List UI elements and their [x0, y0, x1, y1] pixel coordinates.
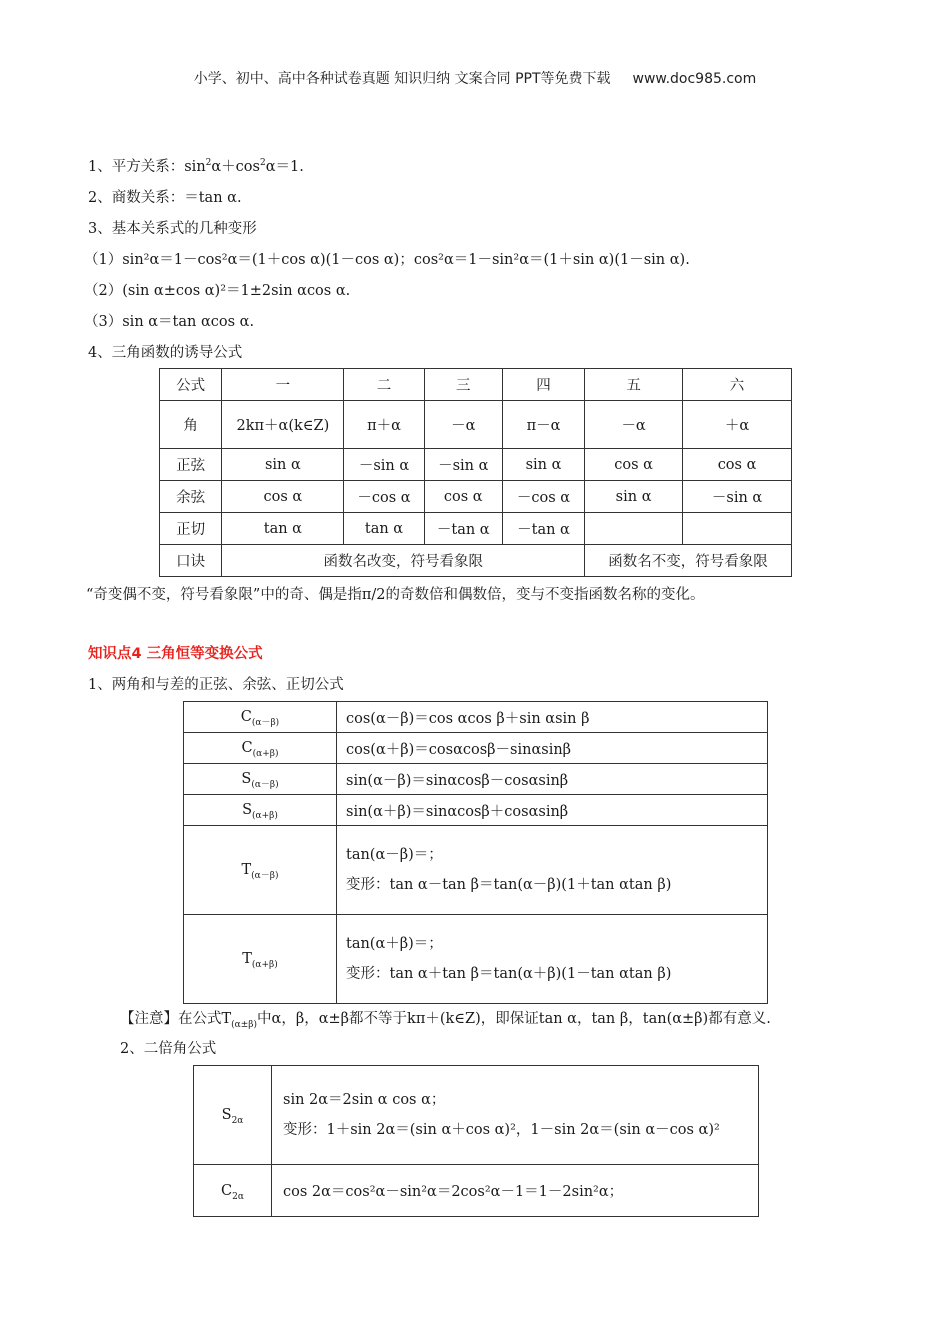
variant-1: （1）sin²α＝1－cos²α＝(1＋cos α)(1－cos α)；cos²α＝1－sin²α＝(1＋sin α)(1－sin α). [84, 252, 690, 268]
table-row [184, 733, 768, 764]
table-row [194, 1165, 759, 1217]
table-cell: cos α [683, 449, 792, 481]
formula-label: $C_{2\alpha}$ [194, 1165, 272, 1217]
header-cell: 六 [683, 369, 792, 401]
formula-label: $S_{(\alpha+\beta)}$ [184, 795, 337, 826]
angle-cell: －α [585, 401, 683, 449]
section-title: 知识点4 三角恒等变换公式 [88, 646, 263, 662]
table-row [194, 1066, 759, 1165]
page-header [0, 68, 950, 88]
table-row [184, 702, 768, 733]
angle-row [160, 401, 792, 449]
row-label: 角 [160, 401, 222, 449]
sum-diff-heading: 1、两角和与差的正弦、余弦、正切公式 [88, 677, 344, 693]
angle-cell: －α [424, 401, 502, 449]
formula-label: $S_{2\alpha}$ [194, 1066, 272, 1165]
formula-label: $C_{(\alpha+\beta)}$ [184, 733, 337, 764]
angle-cell: 2kπ＋α(k∈Z) [222, 401, 344, 449]
formula-label: $T_{(\alpha-\beta)}$ [184, 826, 337, 915]
quotient-relation: 2、商数关系：＝tan α. [88, 190, 242, 206]
mnemonic-b: 函数名不变，符号看象限 [585, 545, 792, 577]
formula-value: sin(α＋β)＝sinαcosβ＋cosαsinβ [337, 795, 768, 826]
angle-cell: π－α [502, 401, 584, 449]
formula-value: tan(α＋β)＝； 变形：tan α＋tan β＝tan(α＋β)(1－tan αtan β) [337, 915, 768, 1004]
row-label: 余弦 [160, 481, 222, 513]
table-row [184, 915, 768, 1004]
formula-value: cos(α－β)＝cos αcos β＋sin αsin β [337, 702, 768, 733]
table-cell: －sin α [683, 481, 792, 513]
angle-cell: ＋α [683, 401, 792, 449]
mnemonic-a: 函数名改变，符号看象限 [222, 545, 585, 577]
induction-heading: 4、三角函数的诱导公式 [88, 345, 243, 361]
table-cell: cos α [222, 481, 344, 513]
square-relation: 1、平方关系：$\sin^2\alpha+\cos^2\alpha=1$. [88, 158, 304, 175]
formula-value: cos(α＋β)＝cosαcosβ－sinαsinβ [337, 733, 768, 764]
table-cell: tan α [222, 513, 344, 545]
table-cell: －cos α [344, 481, 424, 513]
table-row [184, 826, 768, 915]
table-cell: cos α [585, 449, 683, 481]
table-row [184, 795, 768, 826]
formula-label: $C_{(\alpha-\beta)}$ [184, 702, 337, 733]
header-cell: 一 [222, 369, 344, 401]
table-cell: －sin α [344, 449, 424, 481]
formula-value: sin 2α＝2sin α cos α； 变形：1＋sin 2α＝(sin α＋cos α)²，1－sin 2α＝(sin α－cos α)² [272, 1066, 759, 1165]
table-cell: cos α [424, 481, 502, 513]
header-text: 小学、初中、高中各种试卷真题 知识归纳 文案合同 PPT等免费下载 [193, 71, 611, 87]
header-cell: 三 [424, 369, 502, 401]
formula-label: $T_{(\alpha+\beta)}$ [184, 915, 337, 1004]
formula-value: cos 2α＝cos²α－sin²α＝2cos²α－1＝1－2sin²α； [272, 1165, 759, 1217]
row-label: 正弦 [160, 449, 222, 481]
variant-3: （3）sin α＝tan αcos α. [84, 314, 255, 330]
table-cell: －tan α [424, 513, 502, 545]
table-cell: －cos α [502, 481, 584, 513]
variant-2: （2）(sin α±cos α)²＝1±2sin αcos α. [84, 283, 351, 299]
attention-note: 【注意】在公式$T_{(\alpha\pm\beta)}$中α，β，α±β都不等于kπ＋(k∈Z)，即保证tan α，tan β，tan(α±β)都有意义. [120, 1011, 771, 1030]
table-cell: sin α [502, 449, 584, 481]
induction-header-row [160, 369, 792, 401]
table-cell: －tan α [502, 513, 584, 545]
row-label: 正切 [160, 513, 222, 545]
double-angle-table [193, 1065, 759, 1217]
formula-value: tan(α－β)＝； 变形：tan α－tan β＝tan(α－β)(1＋tan αtan β) [337, 826, 768, 915]
row-label: 口诀 [160, 545, 222, 577]
formula-label: $S_{(\alpha-\beta)}$ [184, 764, 337, 795]
sum-diff-table [183, 701, 768, 1004]
header-cell: 四 [502, 369, 584, 401]
header-url[interactable]: www.doc985.com [632, 71, 757, 87]
angle-cell: π＋α [344, 401, 424, 449]
table-cell: sin α [222, 449, 344, 481]
sine-row [160, 449, 792, 481]
header-cell: 公式 [160, 369, 222, 401]
table-cell: －sin α [424, 449, 502, 481]
table-cell [585, 513, 683, 545]
table-cell: sin α [585, 481, 683, 513]
formula-value: sin(α－β)＝sinαcosβ－cosαsinβ [337, 764, 768, 795]
double-angle-heading: 2、二倍角公式 [120, 1041, 217, 1057]
table-cell: tan α [344, 513, 424, 545]
tangent-row [160, 513, 792, 545]
table-cell [683, 513, 792, 545]
mnemonic-note: “奇变偶不变，符号看象限”中的奇、偶是指π/2的奇数倍和偶数倍，变与不变指函数名称的变化。 [86, 587, 705, 603]
variants-heading: 3、基本关系式的几种变形 [88, 221, 257, 237]
table-row [184, 764, 768, 795]
cosine-row [160, 481, 792, 513]
header-cell: 二 [344, 369, 424, 401]
header-cell: 五 [585, 369, 683, 401]
mnemonic-row [160, 545, 792, 577]
induction-table [159, 368, 792, 577]
